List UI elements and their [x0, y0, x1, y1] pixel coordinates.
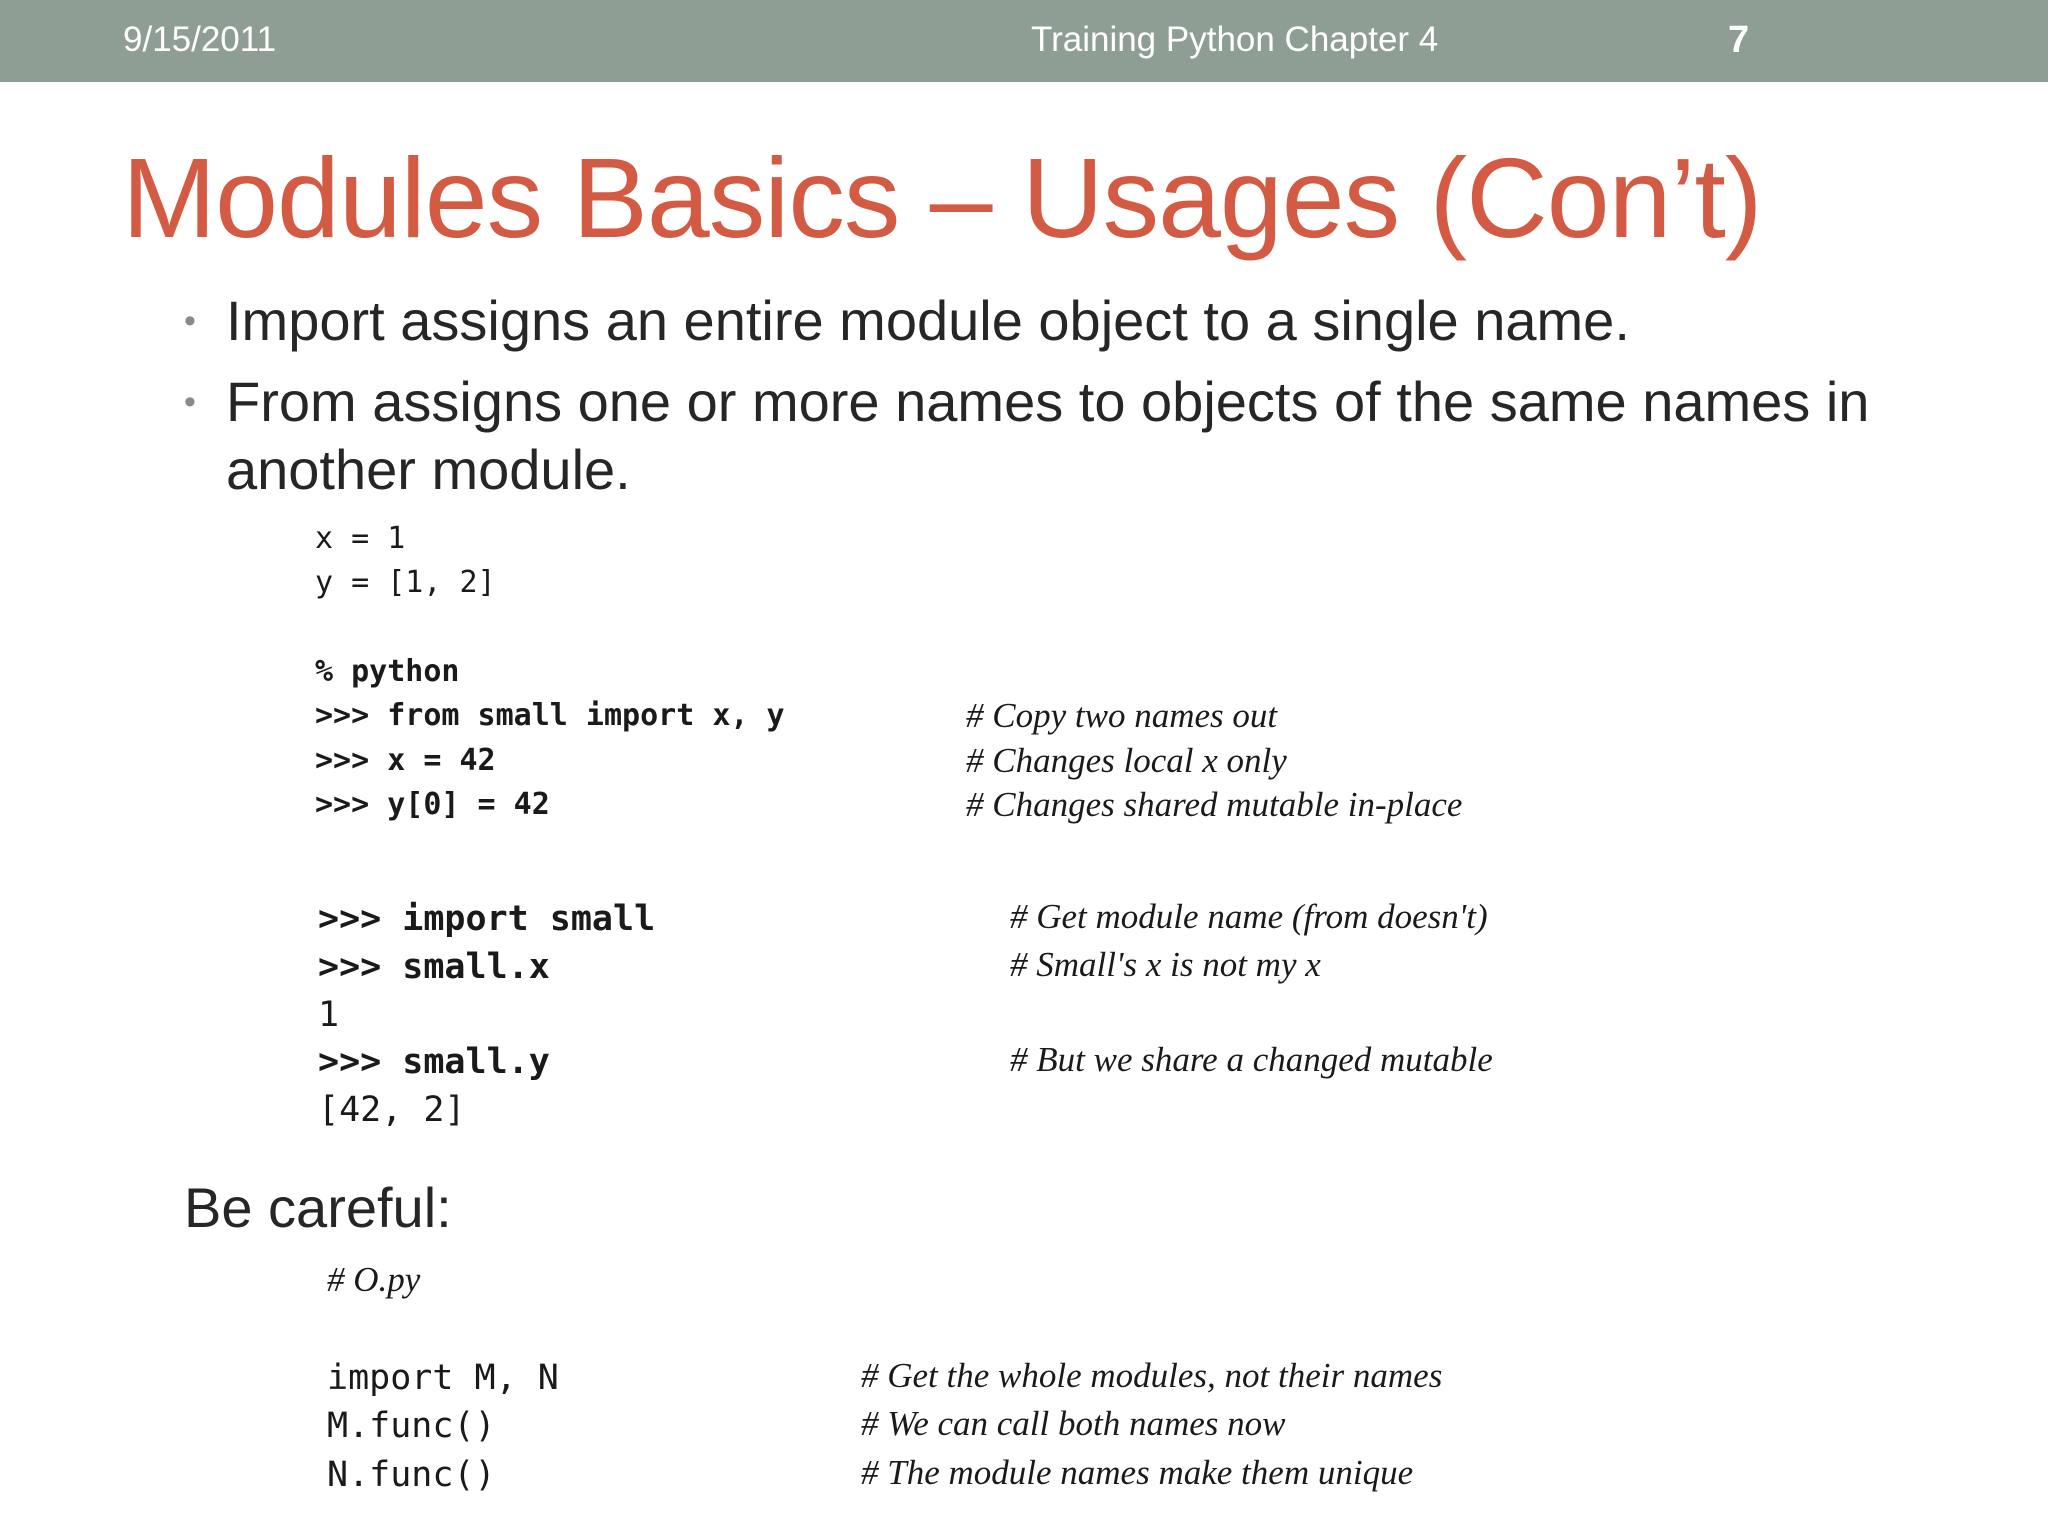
code-comment: # Small's x is not my x [1010, 945, 1321, 984]
code-comment: # We can call both names now [861, 1404, 1286, 1443]
code-line: M.func() [327, 1406, 496, 1446]
bullet-text: Import assigns an entire module object to a single name. [226, 289, 1630, 352]
code-line: 1 [318, 995, 340, 1035]
file-name-comment: # O.py [327, 1260, 421, 1299]
code-line: >>> import small [318, 899, 656, 939]
code-line: % python [315, 654, 460, 689]
bullet-marker: • [184, 302, 196, 340]
code-line: >>> small.x [318, 947, 550, 987]
slide-header [0, 0, 2048, 82]
code-line: x = 1 [315, 521, 406, 556]
code-comment: # The module names make them unique [861, 1453, 1414, 1492]
code-line: >>> small.y [318, 1042, 550, 1082]
code-comment [327, 1260, 420, 1300]
code-line: >>> y[0] = 42 [315, 787, 550, 822]
code-comment: # Get module name (from doesn't) [1010, 897, 1488, 936]
code-comment: # Get the whole modules, not their names [861, 1356, 1443, 1395]
slide-title: Modules Basics – Usages (Con’t) [122, 135, 1762, 261]
code-line: import M, N [327, 1358, 559, 1398]
code-line: >>> x = 42 [315, 743, 496, 778]
header-title: Training Python Chapter 4 [1031, 20, 1439, 59]
code-line: >>> from small import x, y [315, 698, 785, 733]
code-comment: # But we share a changed mutable [1010, 1040, 1493, 1079]
code-line: y = [1, 2] [315, 565, 496, 600]
code-comment: # Changes shared mutable in-place [966, 785, 1463, 824]
be-careful-label: Be careful: [184, 1176, 452, 1239]
code-line: N.func() [327, 1455, 496, 1495]
page-number: 7 [1728, 19, 1750, 61]
bullet-marker: • [184, 383, 196, 421]
code-comment: # Changes local x only [966, 741, 1287, 780]
code-comment: # Copy two names out [966, 696, 1278, 735]
code-line: [42, 2] [318, 1090, 466, 1130]
header-date: 9/15/2011 [123, 20, 277, 59]
bullet-text: From assigns one or more names to objects of the same names in another module. [226, 370, 1870, 501]
